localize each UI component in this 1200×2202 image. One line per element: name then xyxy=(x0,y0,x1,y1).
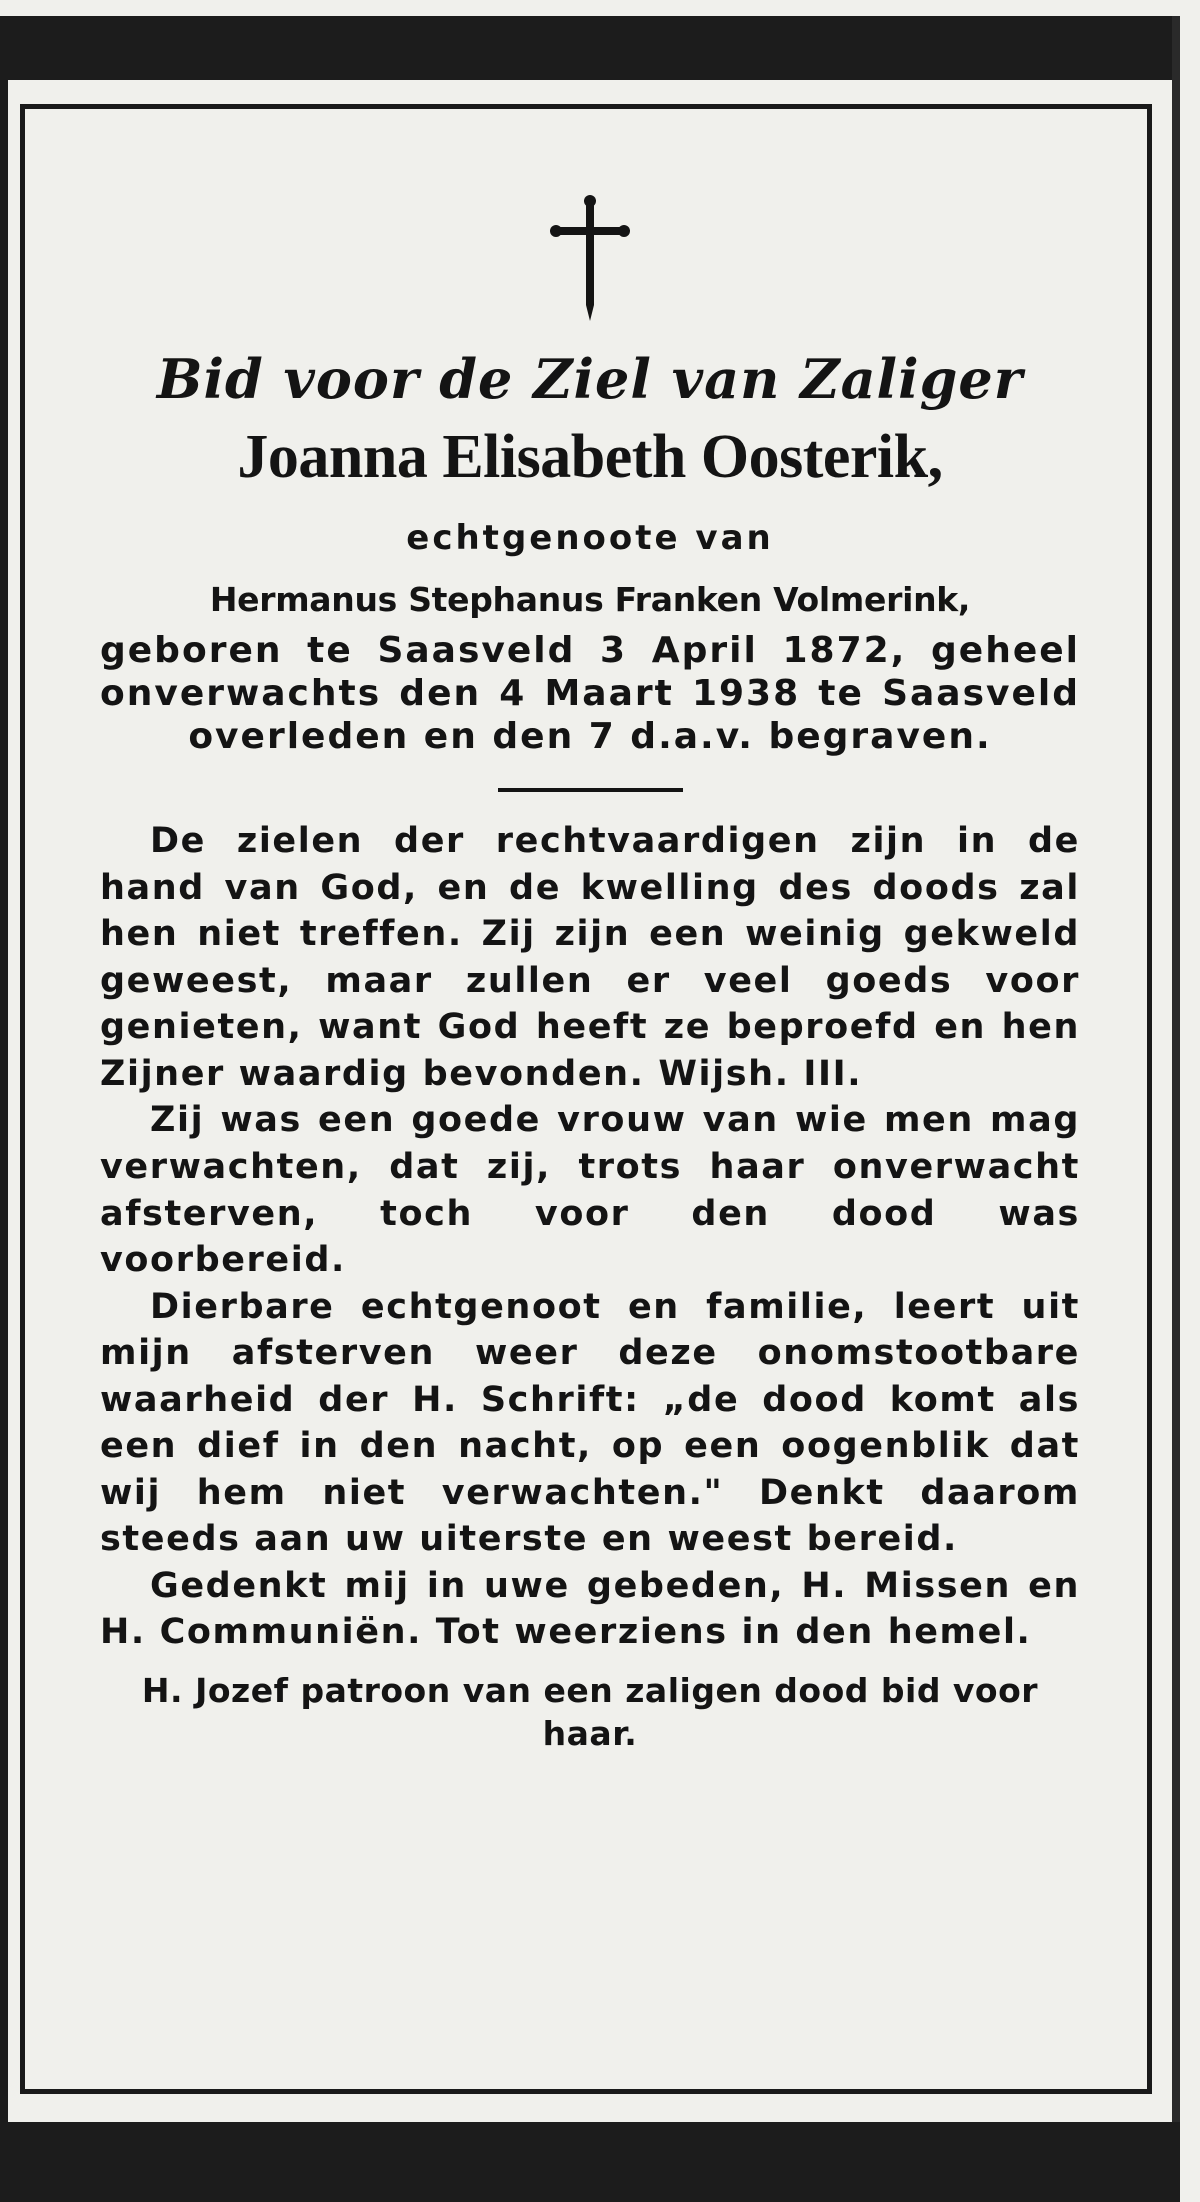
spouse-name: Hermanus Stephanus Franken Volmerink, xyxy=(209,579,971,619)
relation-label: echtgenoote van xyxy=(406,517,774,558)
virtue-paragraph: Zij was een goede vrouw van wie men mag verwachten, dat zij, trots haar onverwacht afsterven, toch voor den dood was voorbereid. xyxy=(100,1100,1080,1281)
biography-text: geboren te Saasveld 3 April 1872, geheel onverwachts den 4 Maart 1938 te Saasveld overleden en den 7 d.a.v. begraven. xyxy=(100,629,1080,757)
cross-icon xyxy=(550,195,630,325)
mourning-border-right xyxy=(1172,16,1180,2202)
deceased-name: Joanna Elisabeth Oosterik, xyxy=(237,423,943,492)
mourning-border-top xyxy=(0,16,1180,80)
scripture-paragraph: De zielen der rechtvaardigen zijn in de hand van God, en de kwelling des doods zal hen niet treffen. Zij zijn een weinig gekweld geweest, maar zullen er veel goeds voor genieten, want God heeft ze beproefd en hen Zijner waardig bevonden. Wijsh. III. xyxy=(100,821,1080,1094)
closing-prayer: H. Jozef patroon van een zaligen dood bid voor haar. xyxy=(141,1670,1039,1753)
prayer-request-paragraph: Gedenkt mij in uwe gebeden, H. Missen en H. Communiën. Tot weerziens in den hemel. xyxy=(100,1565,1080,1653)
mourning-border-bottom xyxy=(0,2122,1180,2202)
mourning-border-left xyxy=(0,16,8,2202)
card-content xyxy=(100,195,1080,1756)
invocation-heading: Bid voor de Ziel van Zaliger xyxy=(156,347,1024,411)
exhortation-paragraph: Dierbare echtgenoot en familie, leert uit mijn afsterven weer deze onomstootbare waarheid der H. Schrift: „de dood komt als een dief in den nacht, op een oogenblik dat wij hem niet verwachten." Denkt daarom steeds aan uw uiterste en weest bereid. xyxy=(100,1286,1080,1560)
divider xyxy=(498,788,683,792)
